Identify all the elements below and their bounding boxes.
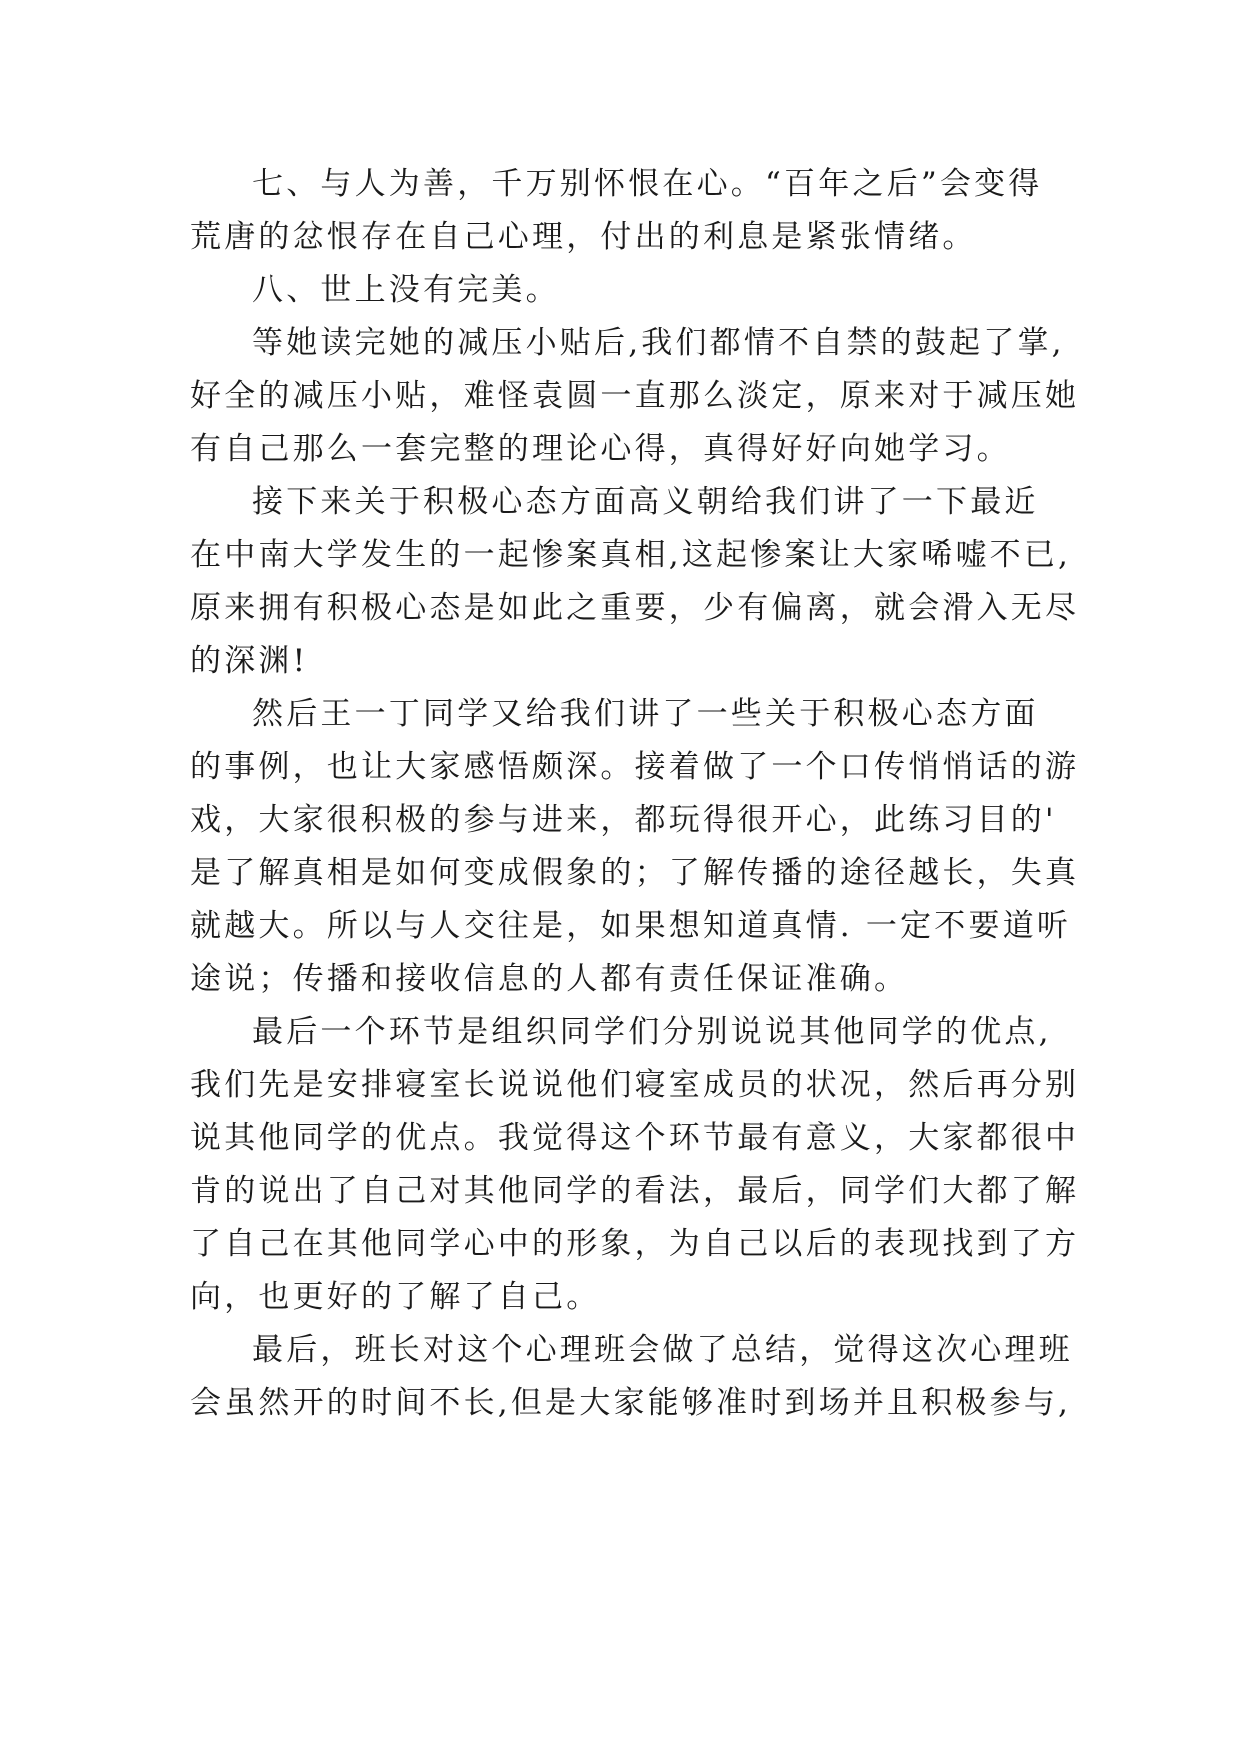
- text-line: 会虽然开的时间不长,但是大家能够准时到场并且积极参与,: [190, 1385, 1072, 1421]
- text-line: 的事例，也让大家感悟颇深。接着做了一个口传悄悄话的游: [190, 749, 1080, 785]
- text-line: 八、世上没有完美。: [252, 272, 560, 308]
- text-line: 接下来关于积极心态方面高义朝给我们讲了一下最近: [252, 484, 1039, 520]
- text-line: 肯的说出了自己对其他同学的看法，最后，同学们大都了解: [190, 1173, 1080, 1209]
- text-line: 我们先是安排寝室长说说他们寝室成员的状况，然后再分别: [190, 1067, 1080, 1103]
- text-line: 的深渊!: [190, 643, 309, 679]
- text-line: 说其他同学的优点。我觉得这个环节最有意义，大家都很中: [190, 1120, 1080, 1156]
- text-line: 是了解真相是如何变成假象的；了解传播的途径越长，失真: [190, 855, 1080, 891]
- text-line: 等她读完她的减压小贴后,我们都情不自禁的鼓起了掌,: [252, 325, 1065, 361]
- text-line: 在中南大学发生的一起惨案真相,这起惨案让大家唏嘘不已,: [190, 537, 1072, 573]
- text-line: 荒唐的忿恨存在自己心理，付出的利息是紧张情绪。: [190, 219, 977, 255]
- text-line: 然后王一丁同学又给我们讲了一些关于积极心态方面: [252, 696, 1039, 732]
- text-line: 向，也更好的了解了自己。: [190, 1279, 601, 1315]
- text-line: 最后一个环节是组织同学们分别说说其他同学的优点,: [252, 1014, 1052, 1050]
- text-line: 好全的减压小贴，难怪袁圆一直那么淡定，原来对于减压她: [190, 378, 1080, 414]
- text-line: 七、与人为善，千万别怀恨在心。“百年之后”会变得: [252, 166, 1043, 202]
- text-line: 最后，班长对这个心理班会做了总结，觉得这次心理班: [252, 1332, 1073, 1368]
- body-text: [190, 158, 1080, 1430]
- text-line: 途说；传播和接收信息的人都有责任保证准确。: [190, 961, 909, 997]
- text-line: 就越大。所以与人交往是，如果想知道真情. 一定不要道听: [190, 908, 1072, 944]
- text-line: 戏，大家很积极的参与进来，都玩得很开心，此练习目的': [190, 802, 1057, 838]
- text-line: 了自己在其他同学心中的形象，为自己以后的表现找到了方: [190, 1226, 1080, 1262]
- text-line: 有自己那么一套完整的理论心得，真得好好向她学习。: [190, 431, 1011, 467]
- text-line: 原来拥有积极心态是如此之重要，少有偏离，就会滑入无尽: [190, 590, 1080, 626]
